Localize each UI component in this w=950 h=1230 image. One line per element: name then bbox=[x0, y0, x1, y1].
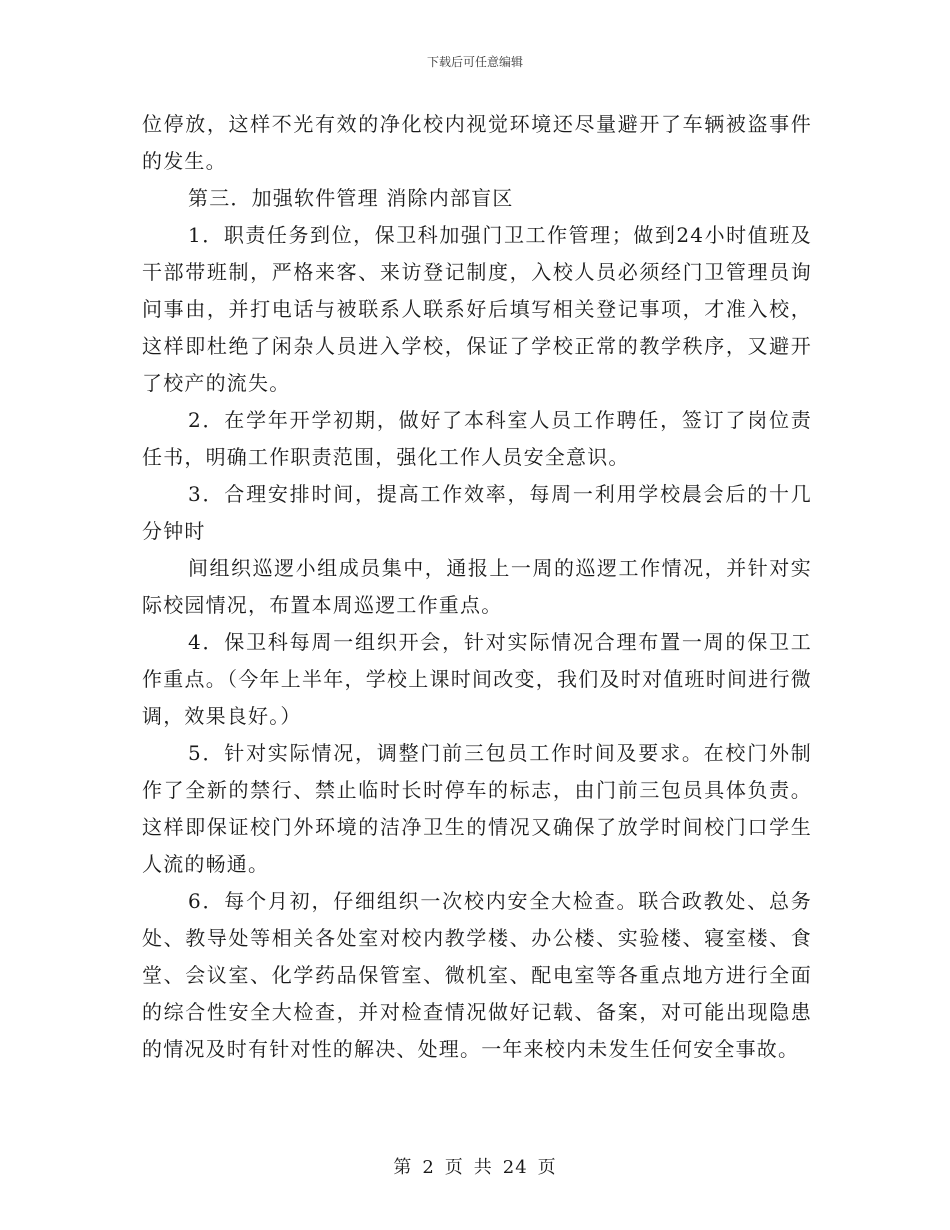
paragraph-item-3: 3．合理安排时间，提高工作效率，每周一利用学校晨会后的十几分钟时 bbox=[142, 482, 812, 543]
paragraph-item-1: 1．职责任务到位，保卫科加强门卫工作管理；做到24小时值班及干部带班制，严格来客、来访登记制度，入校人员必须经门卫管理员询问事由，并打电话与被联系人联系好后填写相关登记事项，才准入校，这样即杜绝了闲杂人员进入学校，保证了学校正常的教学秩序，又避开了校产的流失。 bbox=[142, 223, 812, 395]
paragraph-continuation: 位停放，这样不光有效的净化校内视觉环境还尽量避开了车辆被盗事件的发生。 bbox=[142, 112, 812, 173]
document-body bbox=[142, 106, 812, 1068]
page-footer bbox=[0, 1153, 950, 1179]
footer-page-word: 页 bbox=[444, 1157, 464, 1178]
paragraph-item-2: 2．在学年开学初期，做好了本科室人员工作聘任，签订了岗位责任书，明确工作职责范围，强化工作人员安全意识。 bbox=[142, 408, 812, 469]
paragraph-item-4: 4．保卫科每周一组织开会，针对实际情况合理布置一周的保卫工作重点。（今年上半年，学校上课时间改变，我们及时对值班时间进行微调，效果良好。） bbox=[142, 630, 812, 728]
footer-total-pages: 24 bbox=[502, 1157, 528, 1178]
footer-suffix: 页 bbox=[537, 1157, 557, 1178]
paragraph-item-5: 5．针对实际情况，调整门前三包员工作时间及要求。在校门外制作了全新的禁行、禁止临时长时停车的标志，由门前三包员具体负责。这样即保证校门外环境的洁净卫生的情况又确保了放学时间校门口学生人流的畅通。 bbox=[142, 741, 812, 876]
footer-page-number: 2 bbox=[422, 1157, 435, 1178]
footer-prefix: 第 bbox=[393, 1157, 413, 1178]
page-header-note: 下载后可任意编辑 bbox=[426, 55, 523, 69]
paragraph-item-6: 6．每个月初，仔细组织一次校内安全大检查。联合政教处、总务处、教导处等相关各处室对校内教学楼、办公楼、实验楼、寝室楼、食堂、会议室、化学药品保管室、微机室、配电室等各重点地方进行全面的综合性安全大检查，并对检查情况做好记载、备案，对可能出现隐患的情况及时有针对性的解决、处理。一年来校内未发生任何安全事故。 bbox=[142, 889, 812, 1061]
paragraph-item-3-continued: 间组织巡逻小组成员集中，通报上一周的巡逻工作情况，并针对实际校园情况，布置本周巡逻工作重点。 bbox=[142, 556, 812, 617]
footer-total-word: 共 bbox=[473, 1157, 493, 1178]
section-heading: 第三．加强软件管理 消除内部盲区 bbox=[188, 186, 514, 210]
